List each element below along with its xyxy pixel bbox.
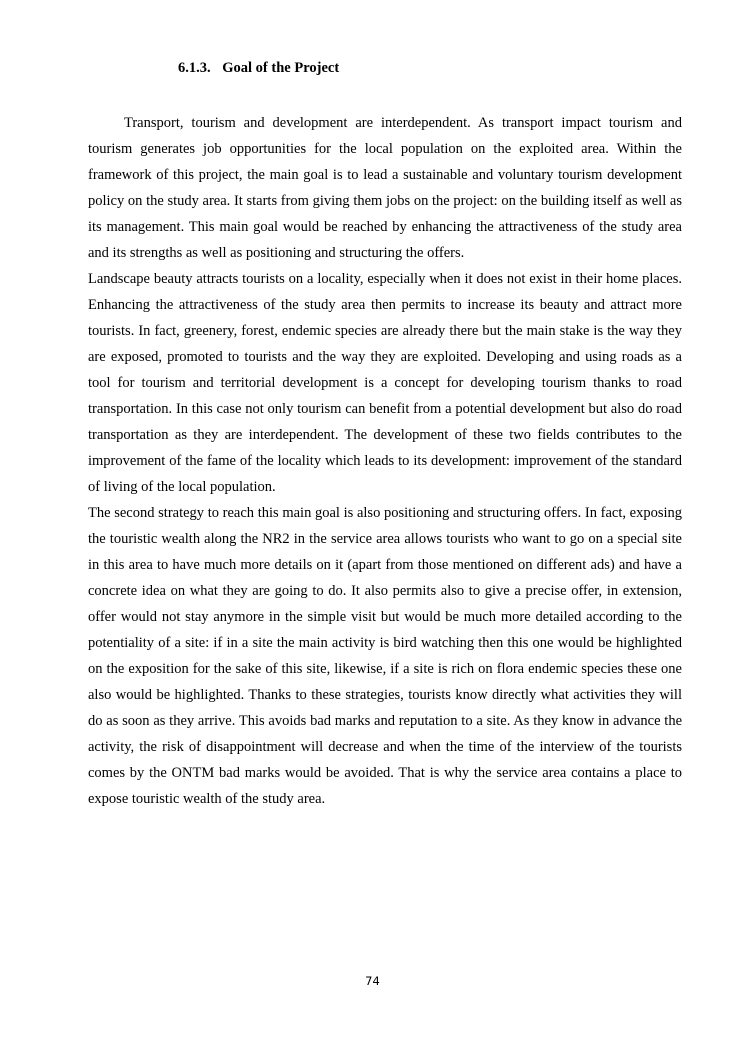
body-text	[88, 110, 682, 812]
paragraph-intro: Transport, tourism and development are interdependent. As transport impact tourism and tourism generates job opportunities for the local population on the exploited area. Within the framework of this project, the main goal is to lead a sustainable and voluntary tourism development policy on the study area. It starts from giving them jobs on the project: on the building itself as well as its management. This main goal would be reached by enhancing the attractiveness of the study area and its strengths as well as positioning and structuring the offers.	[88, 115, 682, 261]
paragraph-landscape: Landscape beauty attracts tourists on a locality, especially when it does not exist in their home places. Enhancing the attractiveness of the study area then permits to increase its beauty and attract more tourists. In fact, greenery, forest, endemic species are already there but the main stake is the way they are exposed, promoted to tourists and the way they are exploited. Developing and using roads as a tool for tourism and territorial development is a concept for developing tourism thanks to road transportation. In this case not only tourism can benefit from a potential development but also do road transportation as they are interdependent. The development of these two fields contributes to the improvement of the fame of the locality which leads to its development: improvement of the standard of living of the local population.	[88, 271, 682, 495]
paragraph-strategy: The second strategy to reach this main goal is also positioning and structuring offers. In fact, exposing the touristic wealth along the NR2 in the service area allows tourists who want to go on a special site in this area to have much more details on it (apart from those mentioned on different ads) and have a concrete idea on what they are going to do. It also permits also to give a precise offer, in extension, offer would not stay anymore in the simple visit but would be much more detailed according to the potentiality of a site: if in a site the main activity is bird watching then this one would be highlighted on the exposition for the sake of this site, likewise, if a site is rich on flora endemic species these one also would be highlighted. Thanks to these strategies, tourists know directly what activities they will do as soon as they arrive. This avoids bad marks and reputation to a site. As they know in advance the activity, the risk of disappointment will decrease and when the time of the interview of the tourists comes by the ONTM bad marks would be avoided. That is why the service area contains a place to expose touristic wealth of the study area.	[88, 505, 682, 807]
section-title: Goal of the Project	[222, 60, 340, 76]
section-number: 6.1.3.	[178, 60, 211, 76]
page-number: 74	[365, 974, 380, 988]
section-heading	[178, 60, 339, 77]
